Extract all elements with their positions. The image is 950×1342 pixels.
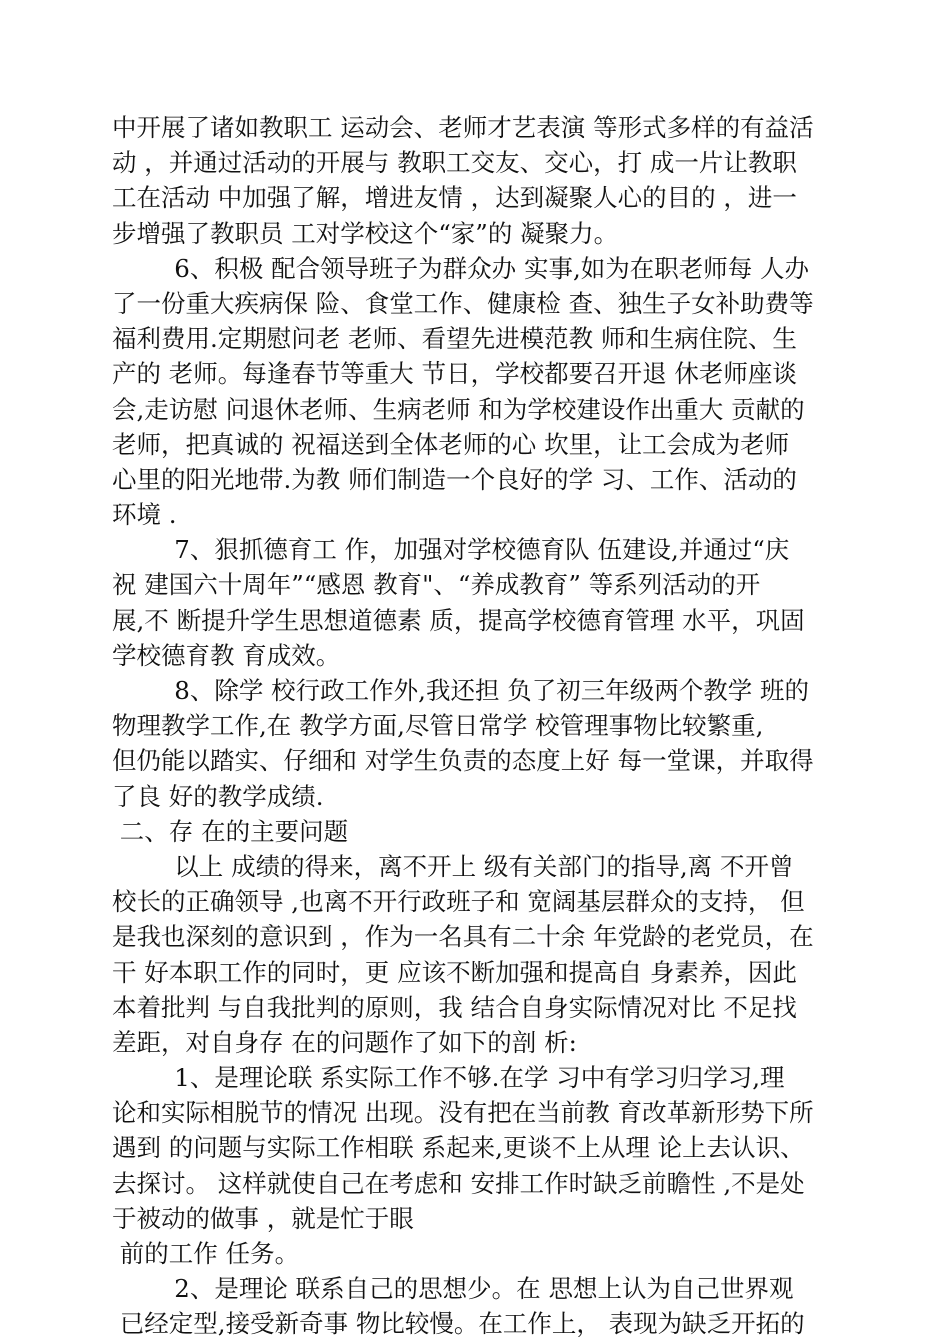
text-line: 论和实际相脱节的情况 出现。没有把在当前教 育改革新形势下所	[112, 1098, 814, 1128]
text-line: 前的工作 任务。	[112, 1239, 300, 1268]
text-line: 展,不 断提升学生思想道德素 质，提高学校德育管理 水平，巩固	[112, 605, 805, 635]
text-line: 学校德育教 育成效。	[112, 640, 341, 670]
text-line: 7、狠抓德育工 作，加强对学校德育队 伍建设,并通过“庆	[112, 535, 790, 565]
section-heading: 二、存 在的主要问题	[112, 816, 349, 846]
text-line: 8、除学 校行政工作外,我还担 负了初三年级两个教学 班的	[112, 676, 810, 705]
text-line: 了一份重大疾病保 险、食堂工作、健康检 查、独生子女补助费等	[112, 288, 814, 318]
text-line: 祝 建国六十周年”“感恩 教育"、“养成教育” 等系列活动的开	[112, 570, 761, 600]
text-line: 工在活动 中加强了解，增进友情 ，达到凝聚人心的目的 ，进一	[112, 183, 797, 213]
text-line: 干 好本职工作的同时，更 应该不断加强和提高自 身素养，因此	[112, 957, 797, 987]
text-line: 以上 成绩的得来，离不开上 级有关部门的指导,离 不开曾	[112, 851, 794, 881]
text-line: 福利费用.定期慰问老 老师、看望先进模范教 师和生病住院、生	[112, 324, 797, 354]
text-line: 差距，对自身存 在的问题作了如下的剖 析:	[112, 1027, 577, 1057]
text-line: 本着批判 与自我批判的原则，我 结合自身实际情况对比 不足找	[112, 992, 797, 1022]
text-line: 于被动的做事 ，就是忙于眼	[112, 1203, 414, 1233]
text-line: 1、是理论联 系实际工作不够.在学 习中有学习归学习,理	[112, 1063, 785, 1093]
text-line: 会,走访慰 问退休老师、生病老师 和为学校建设作出重大 贡献的	[112, 394, 805, 424]
text-line: 校长的正确领导 ,也离不开行政班子和 宽阔基层群众的支持， 但	[112, 887, 805, 917]
text-line: 步增强了教职员 工对学校这个“家”的 凝聚力。	[112, 218, 619, 248]
body-text	[112, 110, 842, 1342]
text-line: 已经定型,接受新奇事 物比较慢。在工作上， 表现为缺乏开拓的	[112, 1309, 805, 1339]
text-line: 遇到 的问题与实际工作相联 系起来,更谈不上从理 论上去认识、	[112, 1133, 805, 1163]
text-line: 老师，把真诚的 祝福送到全体老师的心 坎里，让工会成为老师	[112, 429, 790, 459]
text-line: 6、积极 配合领导班子为群众办 实事,如为在职老师每 人办	[112, 253, 810, 283]
text-line: 动 ，并通过活动的开展与 教职工交友、交心，打 成一片让教职	[112, 148, 797, 178]
text-line: 是我也深刻的意识到 ，作为一名具有二十余 年党龄的老党员，在	[112, 922, 814, 952]
text-line: 心里的阳光地带.为教 师们制造一个良好的学 习、工作、活动的	[112, 464, 797, 494]
text-line: 产的 老师。每逢春节等重大 节日，学校都要召开退 休老师座谈	[112, 359, 797, 389]
text-line: 环境 .	[112, 500, 177, 530]
text-line: 了良 好的教学成绩.	[112, 781, 324, 811]
text-line: 物理教学工作,在 教学方面,尽管日常学 校管理事物比较繁重,	[112, 711, 764, 741]
text-line: 但仍能以踏实、仔细和 对学生负责的态度上好 每一堂课，并取得	[112, 746, 814, 776]
text-line: 中开展了诸如教职工 运动会、老师才艺表演 等形式多样的有益活	[112, 113, 814, 142]
text-line: 去探讨。 这样就使自己在考虑和 安排工作时缺乏前瞻性 ,不是处	[112, 1168, 805, 1198]
text-line: 2、是理论 联系自己的思想少。在 思想上认为自己世界观	[112, 1274, 794, 1304]
